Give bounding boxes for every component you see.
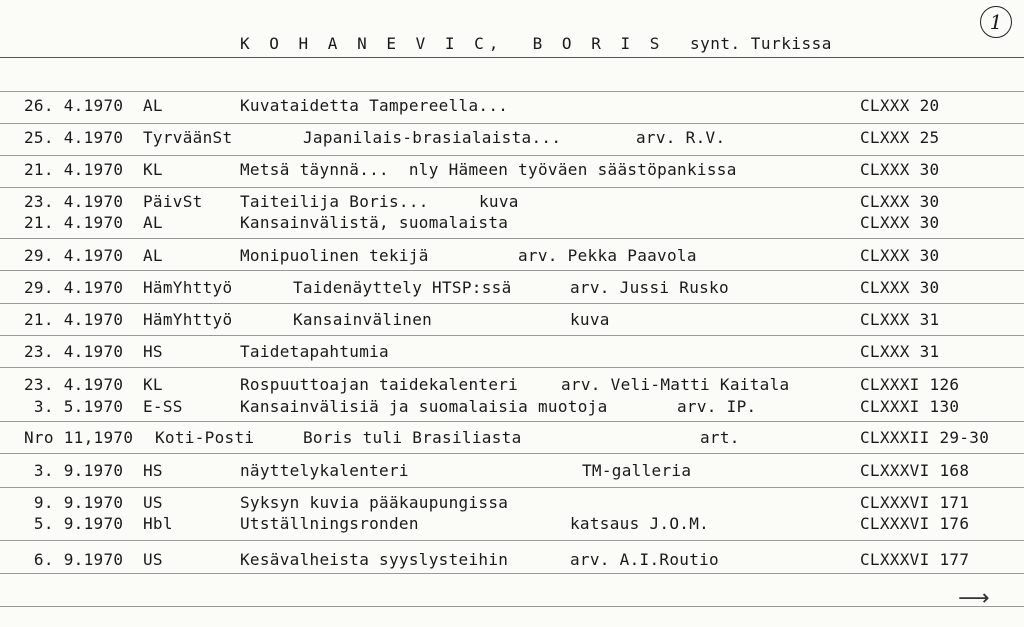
divider	[0, 270, 1024, 271]
entry-date: 21. 4.1970	[24, 213, 124, 232]
entry-title: Taiteilija Boris...	[240, 192, 429, 211]
entry-ref: CLXXX 30	[860, 160, 940, 179]
entry-ref: CLXXX 30	[860, 246, 940, 265]
entry-title: näyttelykalenteri	[240, 461, 409, 480]
divider	[0, 367, 1024, 368]
entry-row	[0, 310, 1024, 332]
entry-note: kuva	[570, 310, 610, 329]
entry-date: 6. 9.1970	[24, 550, 124, 569]
entry-note: arv. A.I.Routio	[570, 550, 719, 569]
entry-row	[0, 550, 1024, 572]
entry-row	[0, 428, 1024, 450]
entry-row	[0, 375, 1024, 397]
entry-note: arv. Pekka Paavola	[518, 246, 697, 265]
entry-note: kuva	[479, 192, 519, 211]
entry-title: Syksyn kuvia pääkaupungissa	[240, 493, 509, 512]
entry-date: 29. 4.1970	[24, 278, 124, 297]
divider	[0, 421, 1024, 422]
entry-ref: CLXXXII 29-30	[860, 428, 990, 447]
entry-row	[0, 96, 1024, 118]
entry-source: HS	[143, 461, 163, 480]
entry-source: US	[143, 550, 163, 569]
entry-date: Nro 11,1970	[24, 428, 134, 447]
entry-title: Rospuuttoajan taidekalenteri	[240, 375, 519, 394]
entry-source: AL	[143, 246, 163, 265]
continue-arrow-icon: ⟶	[958, 586, 990, 611]
entry-row	[0, 278, 1024, 300]
entry-row	[0, 213, 1024, 235]
entry-date: 26. 4.1970	[24, 96, 124, 115]
entry-note: arv. Jussi Rusko	[570, 278, 729, 297]
entry-row	[0, 514, 1024, 536]
entry-ref: CLXXX 31	[860, 310, 940, 329]
entry-title: Metsä täynnä... nly Hämeen työväen säästöpankissa	[240, 160, 737, 179]
entry-ref: CLXXXI 126	[860, 375, 960, 394]
entry-title: Kansainvälistä, suomalaista	[240, 213, 509, 232]
entry-title: Kansainvälinen	[293, 310, 433, 329]
entry-title: Monipuolinen tekijä	[240, 246, 429, 265]
divider	[0, 155, 1024, 156]
entry-title: Kansainvälisiä ja suomalaisia muotoja	[240, 397, 608, 416]
entry-row	[0, 246, 1024, 268]
divider	[0, 335, 1024, 336]
entry-row	[0, 397, 1024, 419]
divider	[0, 91, 1024, 92]
divider	[0, 487, 1024, 488]
entry-row	[0, 160, 1024, 182]
entry-ref: CLXXX 30	[860, 192, 940, 211]
entry-ref: CLXXXVI 176	[860, 514, 970, 533]
card-birthplace: synt. Turkissa	[690, 34, 832, 53]
divider	[0, 573, 1024, 574]
entry-source: AL	[143, 96, 163, 115]
divider	[0, 606, 1024, 607]
entry-row	[0, 342, 1024, 364]
entry-date: 9. 9.1970	[24, 493, 124, 512]
entry-date: 25. 4.1970	[24, 128, 124, 147]
entry-source: HS	[143, 342, 163, 361]
entry-source: KL	[143, 160, 163, 179]
entry-note: arv. IP.	[677, 397, 757, 416]
entry-title: Kuvataidetta Tampereella...	[240, 96, 509, 115]
entry-date: 29. 4.1970	[24, 246, 124, 265]
entry-title: Taidetapahtumia	[240, 342, 389, 361]
divider	[0, 238, 1024, 239]
divider	[0, 303, 1024, 304]
entry-note: arv. Veli-Matti Kaitala	[561, 375, 790, 394]
entry-ref: CLXXX 30	[860, 278, 940, 297]
divider	[0, 540, 1024, 541]
entry-date: 3. 5.1970	[24, 397, 124, 416]
entry-ref: CLXXX 30	[860, 213, 940, 232]
entry-source: HämYhttyö	[143, 278, 233, 297]
entry-date: 3. 9.1970	[24, 461, 124, 480]
entry-title: Taidenäyttely HTSP:ssä	[293, 278, 512, 297]
entry-row	[0, 128, 1024, 150]
card-title-name: K O H A N E V I C, B O R I S	[240, 34, 665, 53]
entry-note: art.	[700, 428, 740, 447]
entry-ref: CLXXXVI 168	[860, 461, 970, 480]
entry-source: TyrväänSt	[143, 128, 233, 147]
entry-ref: CLXXX 20	[860, 96, 940, 115]
divider	[0, 57, 1024, 58]
divider	[0, 123, 1024, 124]
entry-ref: CLXXXVI 177	[860, 550, 970, 569]
entry-title: Utställningsronden	[240, 514, 419, 533]
entry-date: 5. 9.1970	[24, 514, 124, 533]
card-number: 1	[980, 6, 1012, 38]
entry-title: Boris tuli Brasiliasta	[303, 428, 522, 447]
entry-date: 21. 4.1970	[24, 310, 124, 329]
divider	[0, 453, 1024, 454]
divider	[0, 187, 1024, 188]
entry-source: KL	[143, 375, 163, 394]
entry-ref: CLXXXI 130	[860, 397, 960, 416]
entry-ref: CLXXX 25	[860, 128, 940, 147]
entry-source: US	[143, 493, 163, 512]
entry-date: 23. 4.1970	[24, 342, 124, 361]
entry-ref: CLXXXVI 171	[860, 493, 970, 512]
entry-title: Japanilais-brasialaista...	[303, 128, 562, 147]
entry-source: PäivSt	[143, 192, 203, 211]
entry-source: Hbl	[143, 514, 173, 533]
entry-date: 21. 4.1970	[24, 160, 124, 179]
entry-row	[0, 493, 1024, 515]
entry-date: 23. 4.1970	[24, 375, 124, 394]
entry-title: Kesävalheista syyslysteihin	[240, 550, 509, 569]
entry-note: katsaus J.O.M.	[570, 514, 710, 533]
entry-note: arv. R.V.	[636, 128, 726, 147]
entry-row	[0, 192, 1024, 214]
entry-note: TM-galleria	[582, 461, 692, 480]
entry-source: AL	[143, 213, 163, 232]
entry-source: E-SS	[143, 397, 183, 416]
entry-source: Koti-Posti	[155, 428, 255, 447]
entry-row	[0, 461, 1024, 483]
entry-source: HämYhttyö	[143, 310, 233, 329]
entry-date: 23. 4.1970	[24, 192, 124, 211]
entry-ref: CLXXX 31	[860, 342, 940, 361]
